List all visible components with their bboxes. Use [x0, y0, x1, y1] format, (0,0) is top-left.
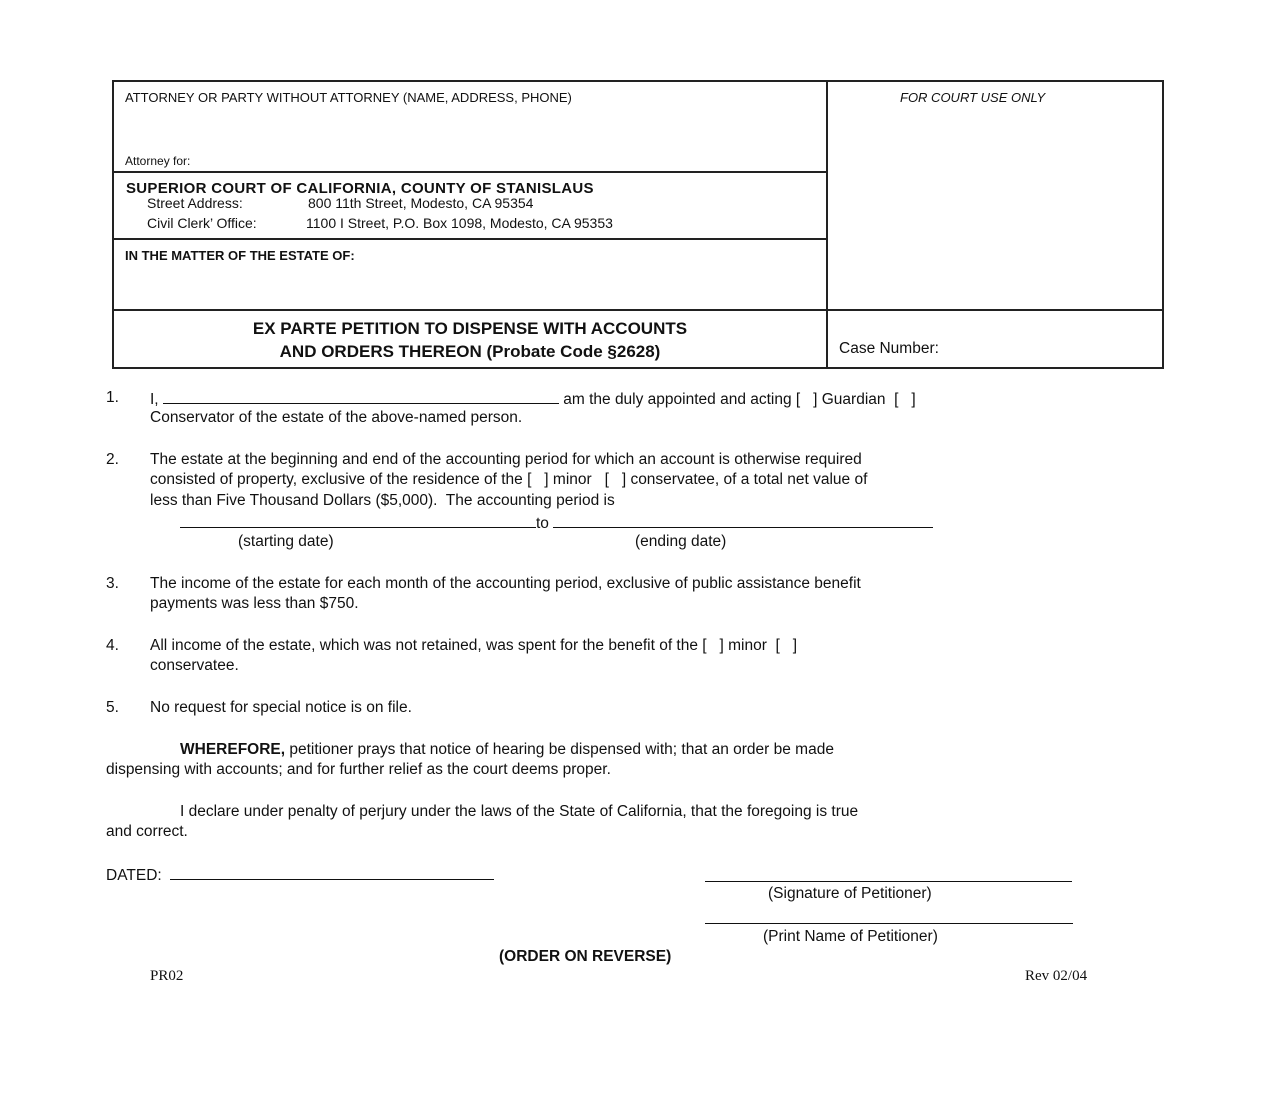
- item-number: 1.: [106, 389, 119, 406]
- attorney-for-label: Attorney for:: [125, 154, 191, 168]
- declaration-line2: and correct.: [106, 823, 188, 840]
- caption-rule: [114, 309, 1162, 311]
- form-id: PR02: [150, 968, 184, 984]
- case-number-label: Case Number:: [839, 340, 939, 357]
- item-4-line1: All income of the estate, which was not retained, was spent for the benefit of the [ ] minor [ ]: [150, 637, 798, 654]
- form-title-line1: EX PARTE PETITION TO DISPENSE WITH ACCOUNTS: [252, 319, 688, 338]
- caption-box: [112, 80, 1164, 369]
- item-3-line1: The income of the estate for each month of the accounting period, exclusive of public assistance benefit: [150, 575, 861, 592]
- order-on-reverse: (ORDER ON REVERSE): [499, 948, 672, 965]
- item-2-line3: less than Five Thousand Dollars ($5,000). The accounting period is: [150, 492, 615, 509]
- clerk-label: Civil Clerk’ Office:: [147, 215, 257, 231]
- item-number: 4.: [106, 637, 119, 654]
- clerk-value: 1100 I Street, P.O. Box 1098, Modesto, CA 95353: [306, 215, 613, 231]
- caption-divider: [826, 82, 828, 367]
- street-value: 800 11th Street, Modesto, CA 95354: [308, 195, 534, 211]
- item-2-line1: The estate at the beginning and end of the accounting period for which an account is otherwise required: [150, 451, 862, 468]
- court-use-label: FOR COURT USE ONLY: [900, 90, 1046, 105]
- name-blank[interactable]: [163, 388, 559, 404]
- form-title-line2: AND ORDERS THEREON (Probate Code §2628): [279, 342, 661, 361]
- street-label: Street Address:: [147, 195, 243, 211]
- print-name-blank[interactable]: [705, 908, 1073, 924]
- accounting-period-line: to: [180, 512, 933, 535]
- date-blank[interactable]: [170, 864, 494, 880]
- signature-blank[interactable]: [705, 866, 1072, 882]
- item-number: 5.: [106, 699, 119, 716]
- dated-line: DATED:: [106, 864, 494, 887]
- caption-rule: [114, 238, 826, 240]
- wherefore-line2: dispensing with accounts; and for further relief as the court deems proper.: [106, 761, 611, 778]
- item-number: 3.: [106, 575, 119, 592]
- starting-date-blank[interactable]: [180, 512, 536, 528]
- item-3-line2: payments was less than $750.: [150, 595, 359, 612]
- item-1-line1: I, am the duly appointed and acting [ ] Guardian [ ]: [150, 388, 916, 411]
- caption-rule: [114, 171, 826, 173]
- declaration-line1: I declare under penalty of perjury under the laws of the State of California, that the foregoing is true: [180, 803, 859, 820]
- item-5-line1: No request for special notice is on file.: [150, 699, 412, 716]
- starting-date-caption: (starting date): [238, 533, 334, 550]
- revision: Rev 02/04: [1025, 968, 1088, 984]
- item-2-line2: consisted of property, exclusive of the residence of the [ ] minor [ ] conservatee, of a total net value of: [150, 471, 868, 488]
- matter-label: IN THE MATTER OF THE ESTATE OF:: [125, 248, 355, 263]
- print-name-caption: (Print Name of Petitioner): [763, 928, 938, 945]
- wherefore-line1: WHEREFORE, petitioner prays that notice of hearing be dispensed with; that an order be made: [180, 741, 834, 758]
- ending-date-blank[interactable]: [553, 512, 933, 528]
- ending-date-caption: (ending date): [635, 533, 727, 550]
- item-4-line2: conservatee.: [150, 657, 239, 674]
- item-1-line2: Conservator of the estate of the above-named person.: [150, 409, 523, 426]
- item-number: 2.: [106, 451, 119, 468]
- signature-caption: (Signature of Petitioner): [768, 885, 932, 902]
- attorney-label: ATTORNEY OR PARTY WITHOUT ATTORNEY (NAME, ADDRESS, PHONE): [125, 90, 572, 105]
- court-name: SUPERIOR COURT OF CALIFORNIA, COUNTY OF STANISLAUS: [126, 180, 594, 197]
